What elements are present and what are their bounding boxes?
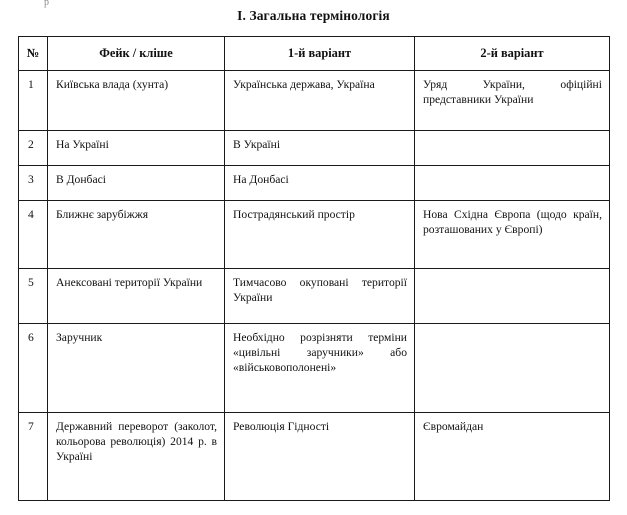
cell-variant-1: В Україні <box>225 131 415 166</box>
cell-variant-2: Нова Східна Європа (щодо країн, розташованих у Європі) <box>415 201 610 269</box>
table-row <box>19 131 610 166</box>
row-number: 2 <box>19 131 48 166</box>
cell-variant-1: На Донбасі <box>225 166 415 201</box>
column-header-variant-1: 1-й варіант <box>225 37 415 71</box>
cell-fake: Державний переворот (заколот, кольорова революція) 2014 р. в Україні <box>48 413 225 501</box>
table-row <box>19 71 610 131</box>
cell-fake: В Донбасі <box>48 166 225 201</box>
scan-artifact: р <box>44 0 49 8</box>
terminology-table <box>18 36 610 501</box>
table-row <box>19 166 610 201</box>
terminology-table-container <box>18 36 609 501</box>
cell-variant-2 <box>415 166 610 201</box>
column-header-variant-2: 2-й варіант <box>415 37 610 71</box>
cell-variant-2 <box>415 324 610 413</box>
table-row <box>19 413 610 501</box>
table-header <box>19 37 610 71</box>
cell-variant-1: Українська держава, Україна <box>225 71 415 131</box>
page-title: I. Загальна термінологія <box>237 8 390 23</box>
cell-fake: Анексовані території України <box>48 269 225 324</box>
row-number: 3 <box>19 166 48 201</box>
cell-fake: Заручник <box>48 324 225 413</box>
cell-fake: Київська влада (хунта) <box>48 71 225 131</box>
cell-fake: Ближнє зарубіжжя <box>48 201 225 269</box>
table-header-row <box>19 37 610 71</box>
row-number: 5 <box>19 269 48 324</box>
cell-variant-2: Уряд України, офіційні представники України <box>415 71 610 131</box>
cell-variant-2: Євромайдан <box>415 413 610 501</box>
cell-variant-2 <box>415 131 610 166</box>
cell-fake: На Україні <box>48 131 225 166</box>
cell-variant-1: Пострадянський простір <box>225 201 415 269</box>
row-number: 1 <box>19 71 48 131</box>
table-row <box>19 269 610 324</box>
cell-variant-1: Революція Гідності <box>225 413 415 501</box>
cell-variant-2 <box>415 269 610 324</box>
table-row <box>19 324 610 413</box>
cell-variant-1: Необхідно розрізняти терміни «цивільні заручники» або «військовополонені» <box>225 324 415 413</box>
table-body <box>19 71 610 501</box>
row-number: 4 <box>19 201 48 269</box>
cell-variant-1: Тимчасово окуповані території України <box>225 269 415 324</box>
row-number: 7 <box>19 413 48 501</box>
column-header-number: № <box>19 37 48 71</box>
column-header-fake: Фейк / кліше <box>48 37 225 71</box>
table-row <box>19 201 610 269</box>
row-number: 6 <box>19 324 48 413</box>
